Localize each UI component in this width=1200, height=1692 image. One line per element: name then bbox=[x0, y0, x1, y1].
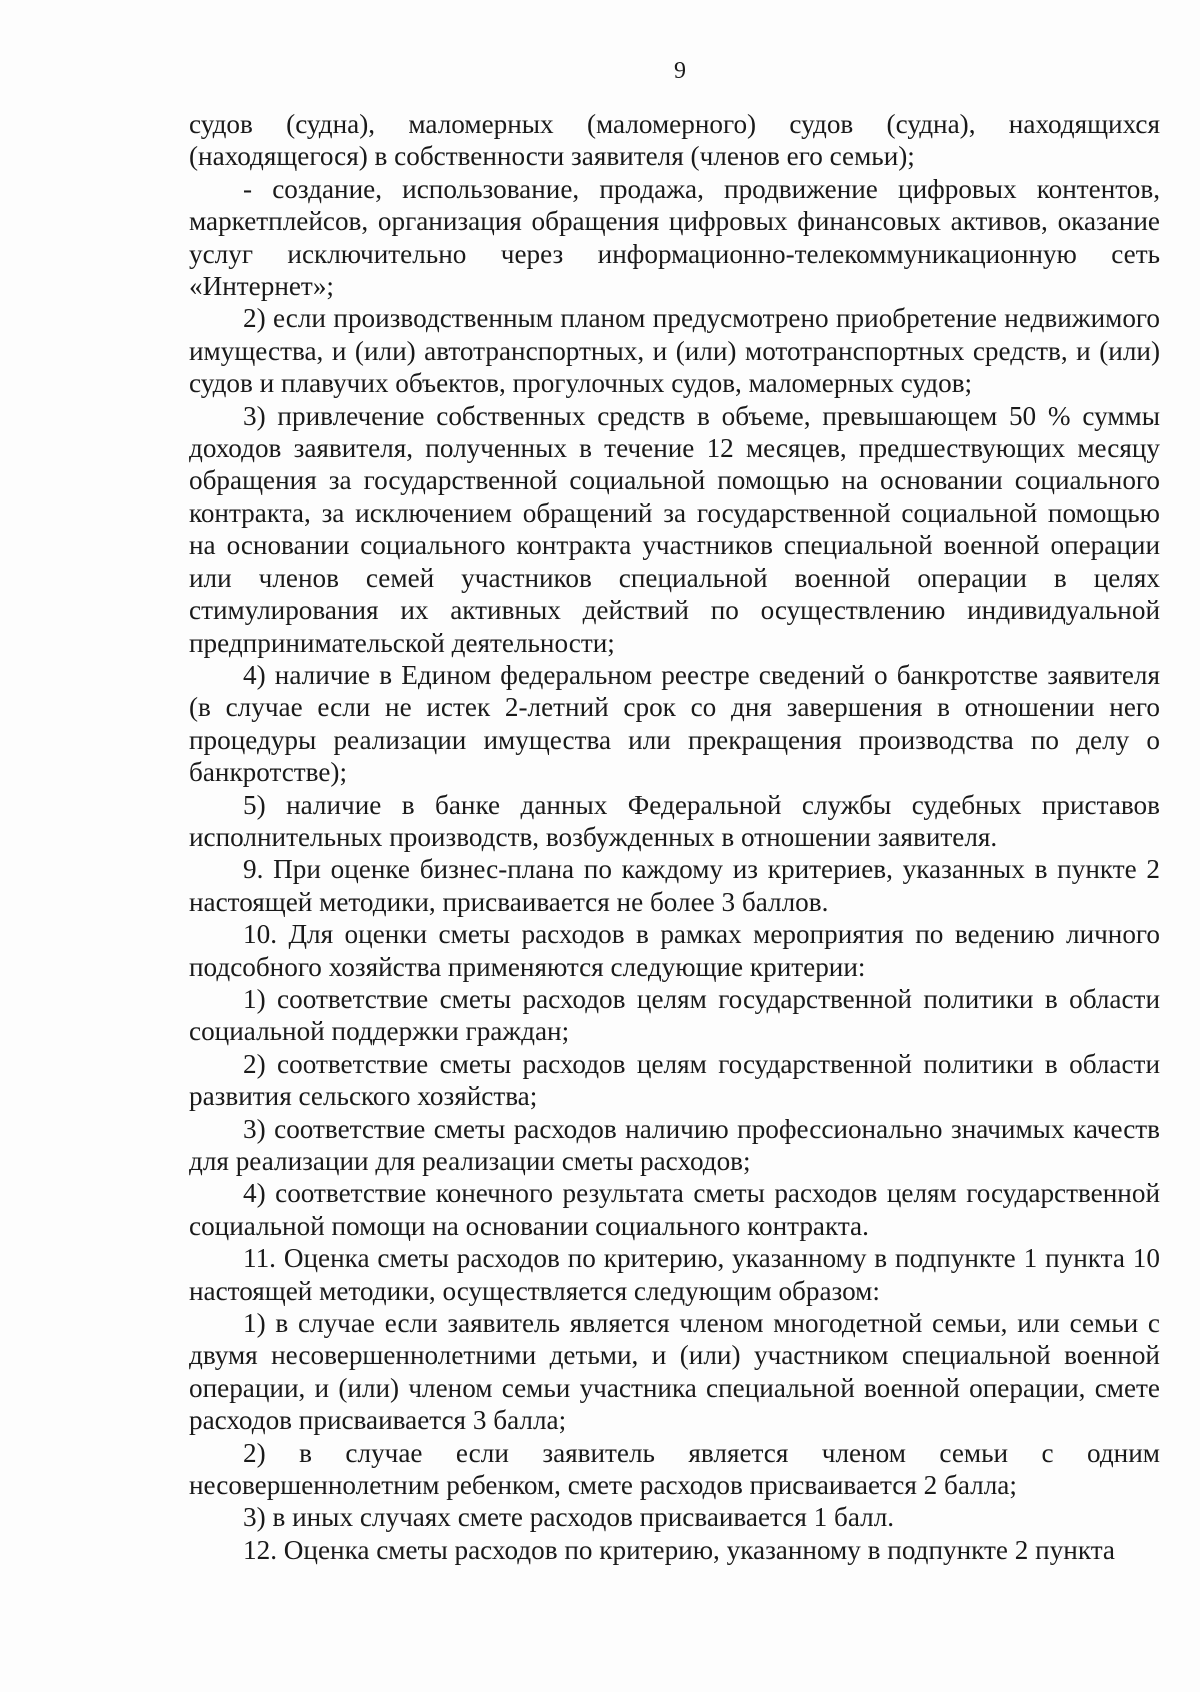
paragraph: 2) в случае если заявитель является членом семьи с одним несовершеннолетним ребенком, смете расходов присваивается 2 балла; bbox=[189, 1437, 1160, 1501]
paragraph: - создание, использование, продажа, продвижение цифровых контентов, маркетплейсов, организация обращения цифровых финансовых активов, оказание услуг исключительно через информационно-телекоммуникационную сеть «Интернет»; bbox=[189, 173, 1160, 302]
paragraph: 9. При оценке бизнес-плана по каждому из критериев, указанных в пункте 2 настоящей методики, присваивается не более 3 баллов. bbox=[189, 854, 1160, 917]
page-number: 9 bbox=[674, 58, 686, 84]
document-body bbox=[189, 108, 1160, 1566]
paragraph: 3) соответствие сметы расходов наличию профессионально значимых качеств для реализации для реализации сметы расходов; bbox=[189, 1113, 1160, 1176]
paragraph: 2) если производственным планом предусмотрено приобретение недвижимого имущества, и (или) автотранспортных, и (или) мототранспортных средств, и (или) судов и плавучих объектов, прогулочных судов, маломерных судов; bbox=[189, 303, 1160, 399]
paragraph: 3) привлечение собственных средств в объеме, превышающем 50 % суммы доходов заявителя, полученных в течение 12 месяцев, предшествующих месяцу обращения за государственной социальной помощью на основании социального контракта, за исключением обращений за государственной социальной помощью на основании социального контракта участников специальной военной операции или членов семей участников специальной военной операции в целях стимулирования их активных действий по осуществлению индивидуальной предпринимательской деятельности; bbox=[189, 400, 1160, 658]
paragraph: 1) в случае если заявитель является членом многодетной семьи, или семьи с двумя несовершеннолетними детьми, и (или) участником специальной военной операции, и (или) членом семьи участника специальной военной операции, смете расходов присваивается 3 балла; bbox=[189, 1308, 1160, 1436]
paragraph: 5) наличие в банке данных Федеральной службы судебных приставов исполнительных производств, возбужденных в отношении заявителя. bbox=[189, 789, 1160, 852]
paragraph: 3) в иных случаях смете расходов присваивается 1 балл. bbox=[243, 1502, 895, 1533]
paragraph: 10. Для оценки сметы расходов в рамках мероприятия по ведению личного подсобного хозяйства применяются следующие критерии: bbox=[189, 919, 1160, 982]
paragraph: 11. Оценка сметы расходов по критерию, указанному в подпункте 1 пункта 10 настоящей методики, осуществляется следующим образом: bbox=[189, 1243, 1160, 1306]
paragraph: 2) соответствие сметы расходов целям государственной политики в области развития сельского хозяйства; bbox=[189, 1048, 1160, 1112]
paragraph: 1) соответствие сметы расходов целям государственной политики в области социальной поддержки граждан; bbox=[189, 983, 1160, 1047]
paragraph: 12. Оценка сметы расходов по критерию, указанному в подпункте 2 пункта bbox=[243, 1534, 1115, 1565]
paragraph: судов (судна), маломерных (маломерного) судов (судна), находящихся (находящегося) в собственности заявителя (членов его семьи); bbox=[189, 109, 1160, 172]
paragraph: 4) наличие в Едином федеральном реестре сведений о банкротстве заявителя (в случае если не истек 2-летний срок со дня завершения в отношении него процедуры реализации имущества или прекращения производства по делу о банкротстве); bbox=[189, 659, 1160, 788]
paragraph: 4) соответствие конечного результата сметы расходов целям государственной социальной помощи на основании социального контракта. bbox=[189, 1178, 1160, 1241]
